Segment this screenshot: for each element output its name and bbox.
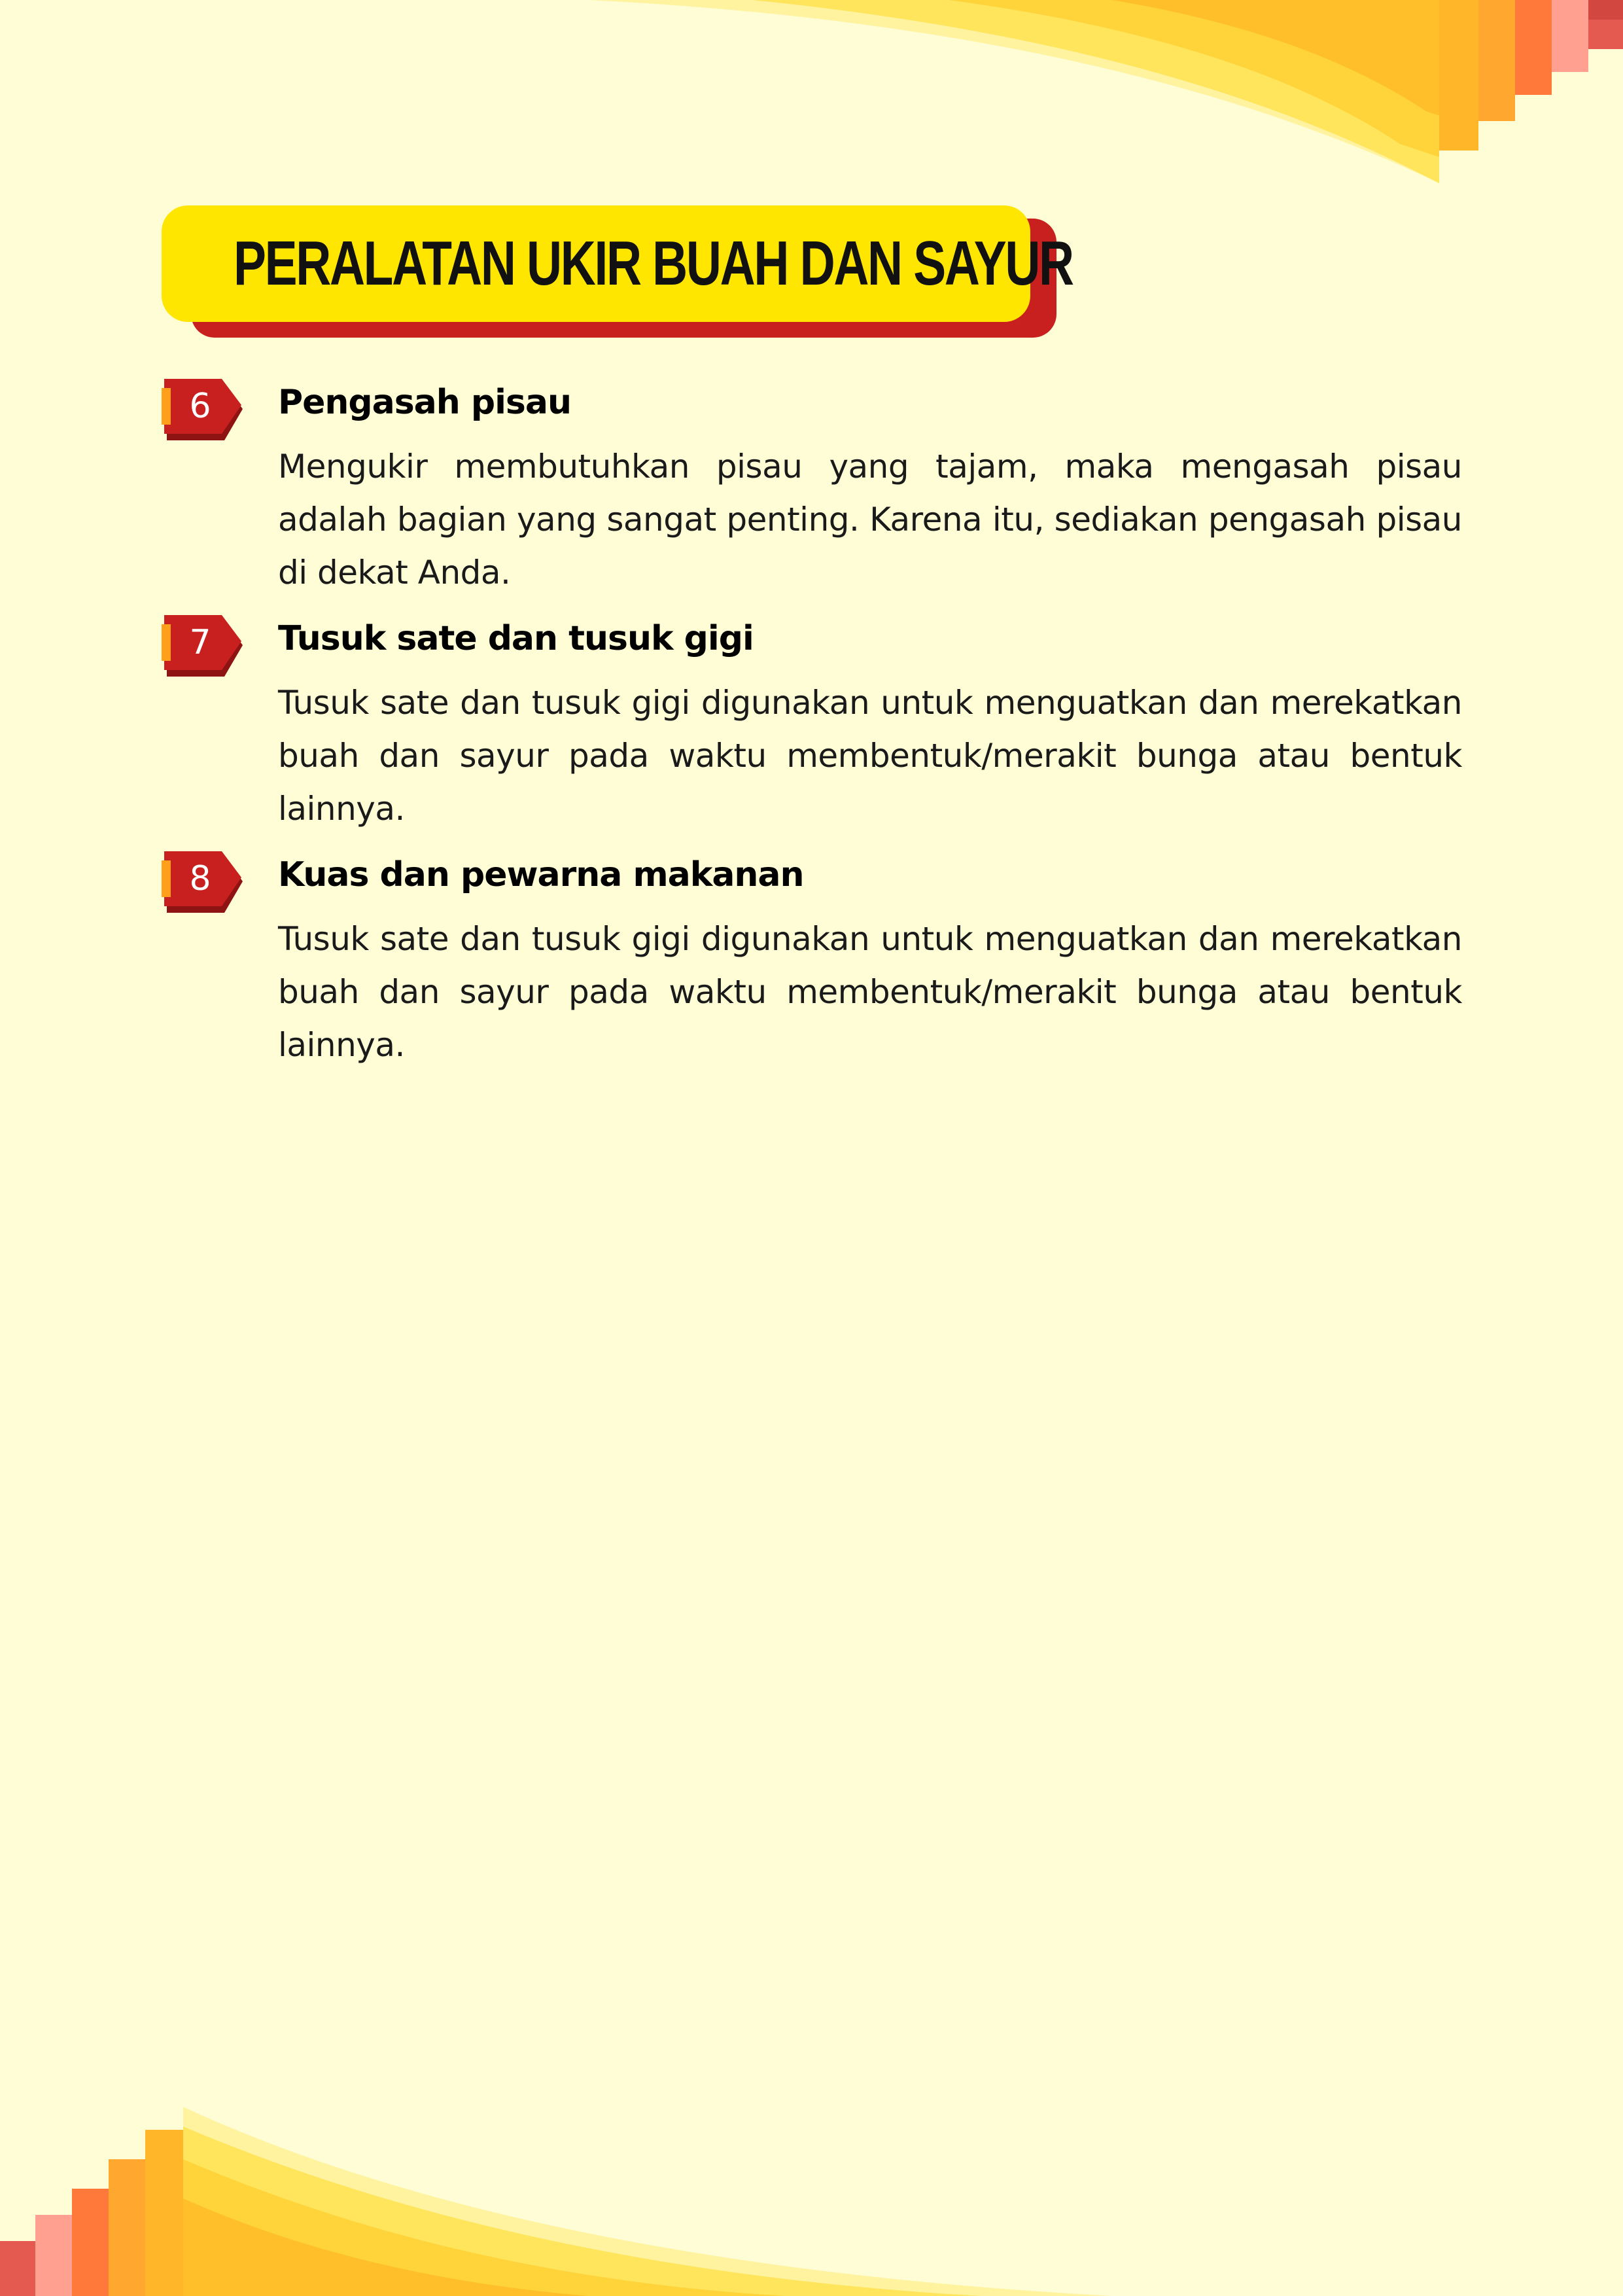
item-description: Mengukir membutuhkan pisau yang tajam, maka mengasah pisau adalah bagian yang sangat penting. Karena itu, sediakan pengasah pisau di dekat Anda. <box>278 448 1462 592</box>
item-heading: Pengasah pisau <box>278 383 571 422</box>
title-banner-box <box>162 205 1073 322</box>
top-right-wave <box>589 0 1623 183</box>
number-badge <box>162 849 245 915</box>
bottom-left-wave <box>0 2107 1112 2296</box>
number-badge <box>162 376 245 443</box>
item-number: 7 <box>189 623 211 662</box>
page-title: PERALATAN UKIR BUAH DAN SAYUR <box>234 228 1073 298</box>
item-description: Tusuk sate dan tusuk gigi digunakan untuk menguatkan dan merekatkan buah dan sayur pada waktu membentuk/merakit bunga atau bentuk lainnya. <box>278 684 1462 828</box>
item-number: 8 <box>189 859 211 898</box>
item-heading: Tusuk sate dan tusuk gigi <box>278 619 754 658</box>
item-heading: Kuas dan pewarna makanan <box>278 855 804 894</box>
title-banner <box>162 205 1073 338</box>
item-number: 6 <box>189 387 211 426</box>
number-badge <box>162 612 245 679</box>
item-description: Tusuk sate dan tusuk gigi digunakan untuk menguatkan dan merekatkan buah dan sayur pada waktu membentuk/merakit bunga atau bentuk lainnya. <box>278 920 1462 1064</box>
